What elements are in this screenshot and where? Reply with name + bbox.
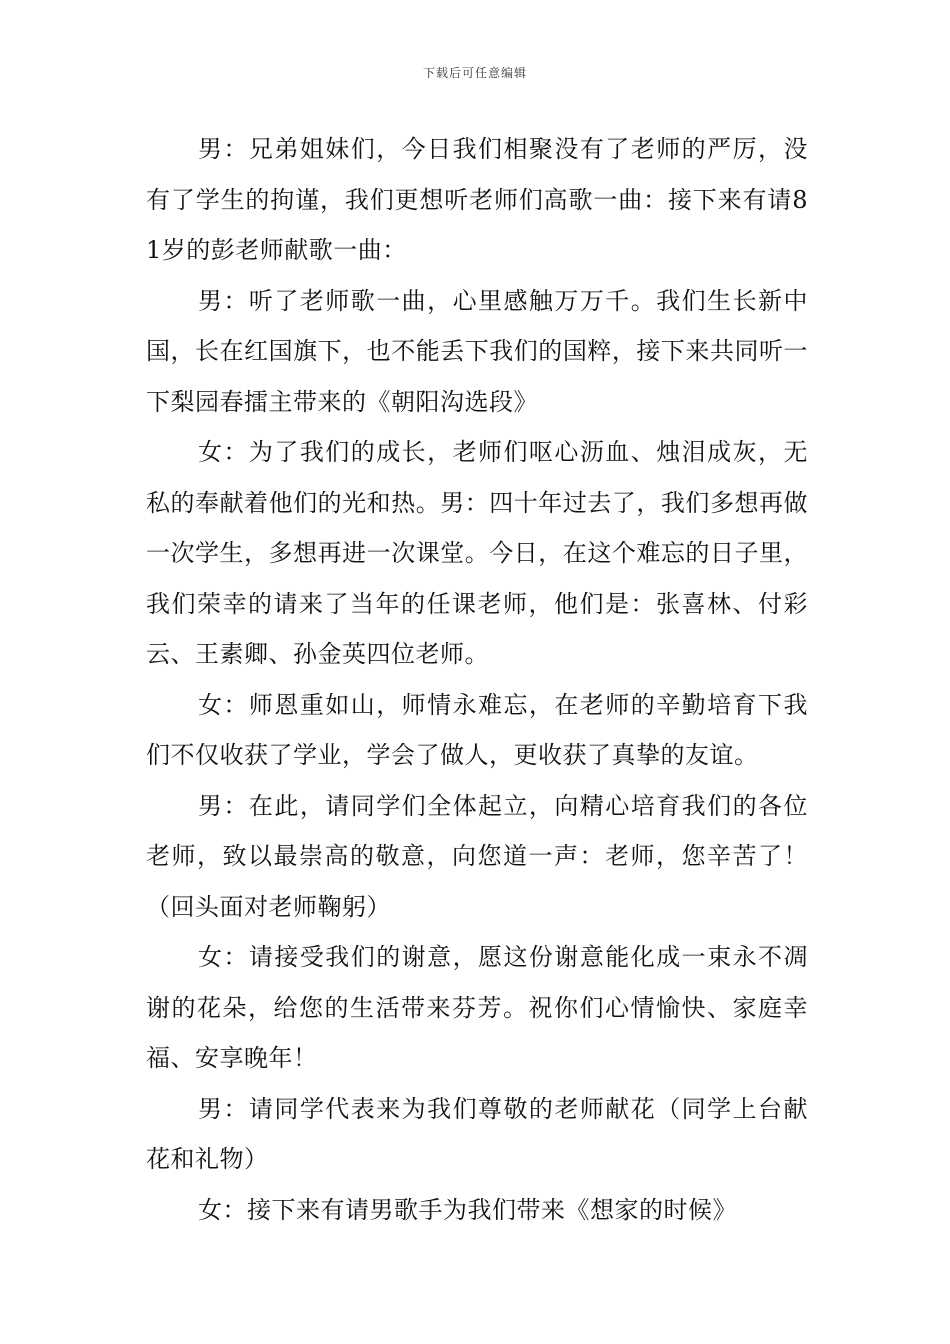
paragraph-5: 男：在此，请同学们全体起立，向精心培育我们的各位老师，致以最崇高的敬意，向您道一声：老师，您辛苦了！（回头面对老师鞠躬） <box>146 791 808 921</box>
paragraph-2: 男：听了老师歌一曲，心里感触万万千。我们生长新中国，长在红国旗下，也不能丢下我们的国粹，接下来共同听一下梨园春擂主带来的《朝阳沟选段》 <box>146 286 808 416</box>
paragraph-6: 女：请接受我们的谢意，愿这份谢意能化成一束永不凋谢的花朵，给您的生活带来芬芳。祝你们心情愉快、家庭幸福、安享晚年！ <box>146 943 808 1072</box>
page-header: 下载后可任意编辑 <box>422 66 527 80</box>
document-body <box>146 124 808 1235</box>
paragraph-1: 男：兄弟姐妹们，今日我们相聚没有了老师的严厉，没有了学生的拘谨，我们更想听老师们高歌一曲：接下来有请81岁的彭老师献歌一曲： <box>146 135 808 264</box>
paragraph-4: 女：师恩重如山，师情永难忘，在老师的辛勤培育下我们不仅收获了学业，学会了做人，更收获了真挚的友谊。 <box>146 690 808 769</box>
paragraph-3: 女：为了我们的成长，老师们呕心沥血、烛泪成灰，无私的奉献着他们的光和热。男：四十年过去了，我们多想再做一次学生，多想再进一次课堂。今日，在这个难忘的日子里，我们荣幸的请来了当年的任课老师，他们是：张喜林、付彩云、王素卿、孙金英四位老师。 <box>146 438 808 668</box>
paragraph-8: 女：接下来有请男歌手为我们带来《想家的时候》 <box>198 1195 737 1224</box>
paragraph-7: 男：请同学代表来为我们尊敬的老师献花（同学上台献花和礼物） <box>146 1094 808 1173</box>
